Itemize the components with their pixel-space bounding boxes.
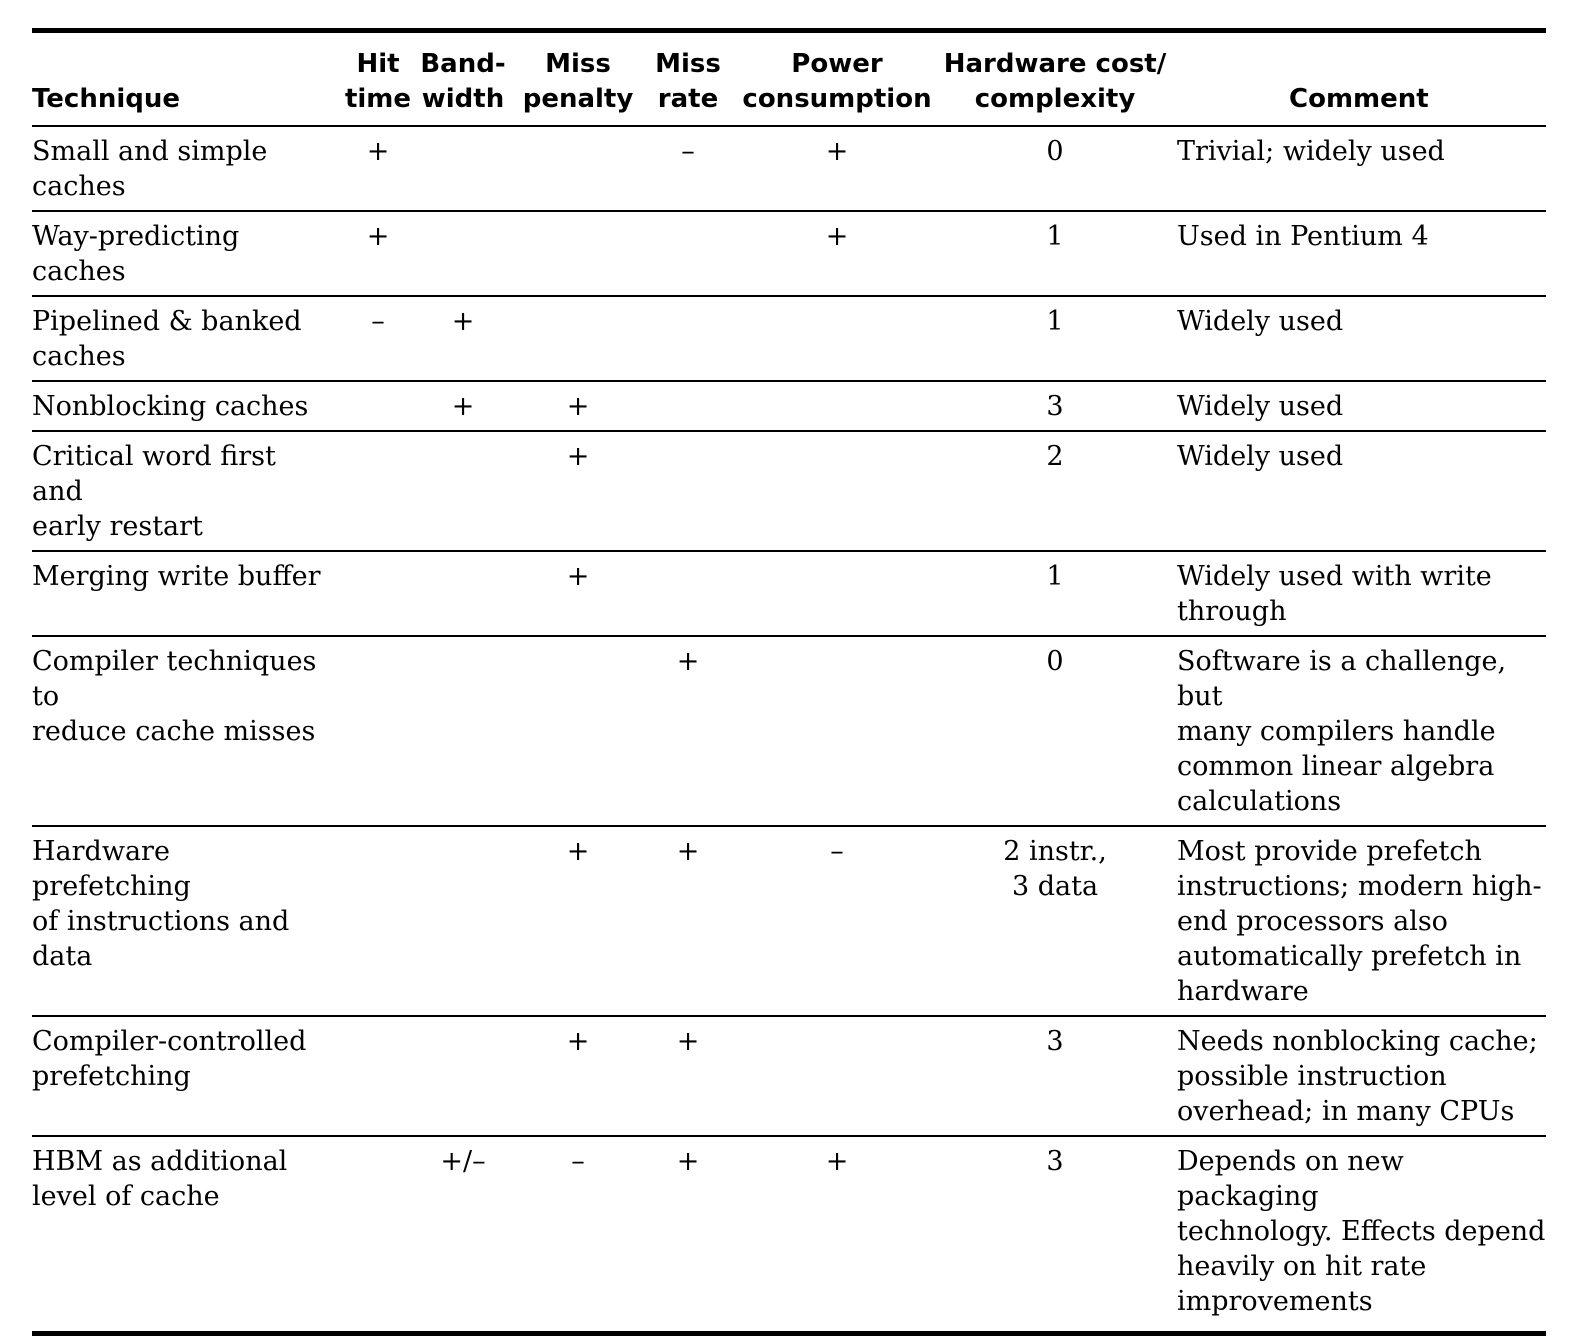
cell-technique-text: HBM as additional level of cache [32,1146,288,1212]
cell-hit-time [343,636,413,826]
cell-hw-cost [941,431,1169,551]
cell-bandwidth [413,431,513,551]
cell-hw-cost [941,381,1169,431]
cell-power-text: – [830,836,844,867]
cell-comment [1169,211,1546,296]
cell-power [733,1016,941,1136]
cell-miss-penalty [513,296,643,381]
cell-power [733,826,941,1016]
cell-miss-penalty-text: + [566,836,590,867]
cell-miss-penalty [513,1016,643,1136]
table-row [32,1136,1546,1331]
cell-hw-cost-text: 3 [1046,1146,1064,1177]
cell-comment [1169,1136,1546,1331]
cell-miss-rate [643,551,733,636]
cell-miss-penalty [513,381,643,431]
cell-hw-cost [941,126,1169,211]
cell-hw-cost [941,1136,1169,1331]
table-row [32,126,1546,211]
cell-hw-cost-text: 2 instr., 3 data [1003,836,1107,902]
cell-hw-cost [941,636,1169,826]
cell-technique-text: Compiler techniques to reduce cache misses [32,646,317,747]
cell-power [733,381,941,431]
cell-bandwidth [413,1016,513,1136]
cell-technique-text: Hardware prefetching of instructions and data [32,836,290,972]
cell-miss-rate-text: + [676,836,700,867]
cell-comment-text: Widely used [1177,391,1344,422]
cell-hit-time [343,551,413,636]
cell-technique [32,636,343,826]
cell-power [733,1136,941,1331]
cell-technique [32,551,343,636]
header-hit-time: Hit time [343,33,413,126]
cell-hw-cost-text: 0 [1046,136,1064,167]
cell-hw-cost-text: 2 [1046,441,1064,472]
table-row [32,826,1546,1016]
table-row [32,636,1546,826]
header-comment: Comment [1169,33,1546,126]
cell-technique-text: Pipelined & banked caches [32,306,302,372]
cell-miss-rate [643,211,733,296]
cell-hit-time [343,826,413,1016]
cell-comment [1169,826,1546,1016]
cell-power [733,636,941,826]
cell-bandwidth [413,381,513,431]
cell-comment [1169,126,1546,211]
cell-comment [1169,296,1546,381]
cell-hw-cost-text: 1 [1046,221,1064,252]
cell-miss-penalty [513,826,643,1016]
table-body [32,126,1546,1331]
cell-miss-penalty [513,126,643,211]
cell-hw-cost [941,551,1169,636]
cell-technique-text: Small and simple caches [32,136,268,202]
table-row [32,296,1546,381]
cell-power-text: + [825,221,849,252]
cell-hw-cost-text: 3 [1046,1026,1064,1057]
cell-hit-time [343,211,413,296]
cell-comment [1169,636,1546,826]
cell-miss-penalty-text: + [566,441,590,472]
table-row [32,431,1546,551]
cell-hw-cost [941,211,1169,296]
cell-miss-penalty-text: + [566,561,590,592]
cell-bandwidth [413,1136,513,1331]
header-row [32,33,1546,126]
cell-comment-text: Needs nonblocking cache; possible instruction overhead; in many CPUs [1177,1026,1538,1127]
cell-technique [32,826,343,1016]
cell-technique-text: Nonblocking caches [32,391,309,422]
table-row [32,1016,1546,1136]
cell-miss-penalty [513,1136,643,1331]
cell-miss-penalty-text: + [566,391,590,422]
cell-miss-rate [643,431,733,551]
cell-bandwidth-text: + [451,391,475,422]
cell-miss-penalty [513,211,643,296]
cache-optimization-table [32,33,1546,1331]
cell-miss-penalty-text: + [566,1026,590,1057]
cell-miss-rate-text: + [676,1026,700,1057]
cell-technique-text: Critical word first and early restart [32,441,276,542]
table-row [32,551,1546,636]
cell-miss-rate [643,126,733,211]
table-row [32,211,1546,296]
cell-miss-penalty [513,551,643,636]
cell-technique [32,381,343,431]
cell-hit-time-text: – [371,306,385,337]
cell-technique-text: Merging write buffer [32,561,321,592]
header-miss-rate: Miss rate [643,33,733,126]
cell-comment-text: Most provide prefetch instructions; modern high- end processors also automatically prefetch in hardware [1177,836,1542,1007]
cell-bandwidth [413,211,513,296]
cell-comment-text: Widely used [1177,441,1344,472]
cell-technique-text: Way-predicting caches [32,221,240,287]
cell-hit-time [343,126,413,211]
cell-hw-cost-text: 0 [1046,646,1064,677]
cell-technique [32,126,343,211]
cell-hw-cost-text: 3 [1046,391,1064,422]
cell-miss-rate [643,826,733,1016]
cell-hit-time [343,1136,413,1331]
cell-power-text: + [825,136,849,167]
cell-miss-rate-text: + [676,1146,700,1177]
cell-comment [1169,1016,1546,1136]
table-row [32,381,1546,431]
cell-miss-penalty [513,431,643,551]
cell-miss-penalty [513,636,643,826]
cell-technique [32,1016,343,1136]
cell-power-text: + [825,1146,849,1177]
cell-comment-text: Widely used with write through [1177,561,1492,627]
cell-comment-text: Trivial; widely used [1177,136,1445,167]
cell-hit-time [343,1016,413,1136]
cell-power [733,551,941,636]
cache-optimization-table-wrapper [32,28,1546,1336]
cell-hit-time [343,296,413,381]
cell-miss-rate [643,1136,733,1331]
cell-miss-penalty-text: – [571,1146,585,1177]
cell-comment-text: Software is a challenge, but many compilers handle common linear algebra calculations [1177,646,1507,817]
cell-hit-time-text: + [366,136,390,167]
bottom-rule [32,1331,1546,1336]
cell-hw-cost-text: 1 [1046,306,1064,337]
cell-miss-rate [643,636,733,826]
cell-power [733,211,941,296]
cell-comment [1169,551,1546,636]
cell-hw-cost [941,1016,1169,1136]
cell-bandwidth [413,636,513,826]
cell-comment-text: Used in Pentium 4 [1177,221,1429,252]
cell-comment-text: Widely used [1177,306,1344,337]
header-bandwidth: Band- width [413,33,513,126]
cell-bandwidth-text: + [451,306,475,337]
cell-miss-rate-text: + [676,646,700,677]
cell-miss-rate [643,296,733,381]
cell-technique [32,431,343,551]
cell-technique [32,296,343,381]
header-miss-penalty: Miss penalty [513,33,643,126]
cell-comment-text: Depends on new packaging technology. Effects depend heavily on hit rate improvements [1177,1146,1546,1317]
header-power: Power consumption [733,33,941,126]
cell-hw-cost [941,296,1169,381]
cell-bandwidth [413,551,513,636]
cell-technique [32,211,343,296]
cell-technique-text: Compiler-controlled prefetching [32,1026,307,1092]
cell-technique [32,1136,343,1331]
cell-comment [1169,431,1546,551]
cell-hw-cost-text: 1 [1046,561,1064,592]
cell-bandwidth [413,296,513,381]
cell-hit-time-text: + [366,221,390,252]
cell-comment [1169,381,1546,431]
cell-power [733,296,941,381]
cell-bandwidth [413,826,513,1016]
cell-miss-rate [643,1016,733,1136]
header-technique: Technique [32,33,343,126]
cell-power [733,126,941,211]
cell-hit-time [343,381,413,431]
cell-miss-rate-text: – [681,136,695,167]
header-hw-cost: Hardware cost/ complexity [941,33,1169,126]
cell-hw-cost [941,826,1169,1016]
cell-miss-rate [643,381,733,431]
cell-power [733,431,941,551]
cell-bandwidth-text: +/– [440,1146,486,1177]
cell-hit-time [343,431,413,551]
cell-bandwidth [413,126,513,211]
